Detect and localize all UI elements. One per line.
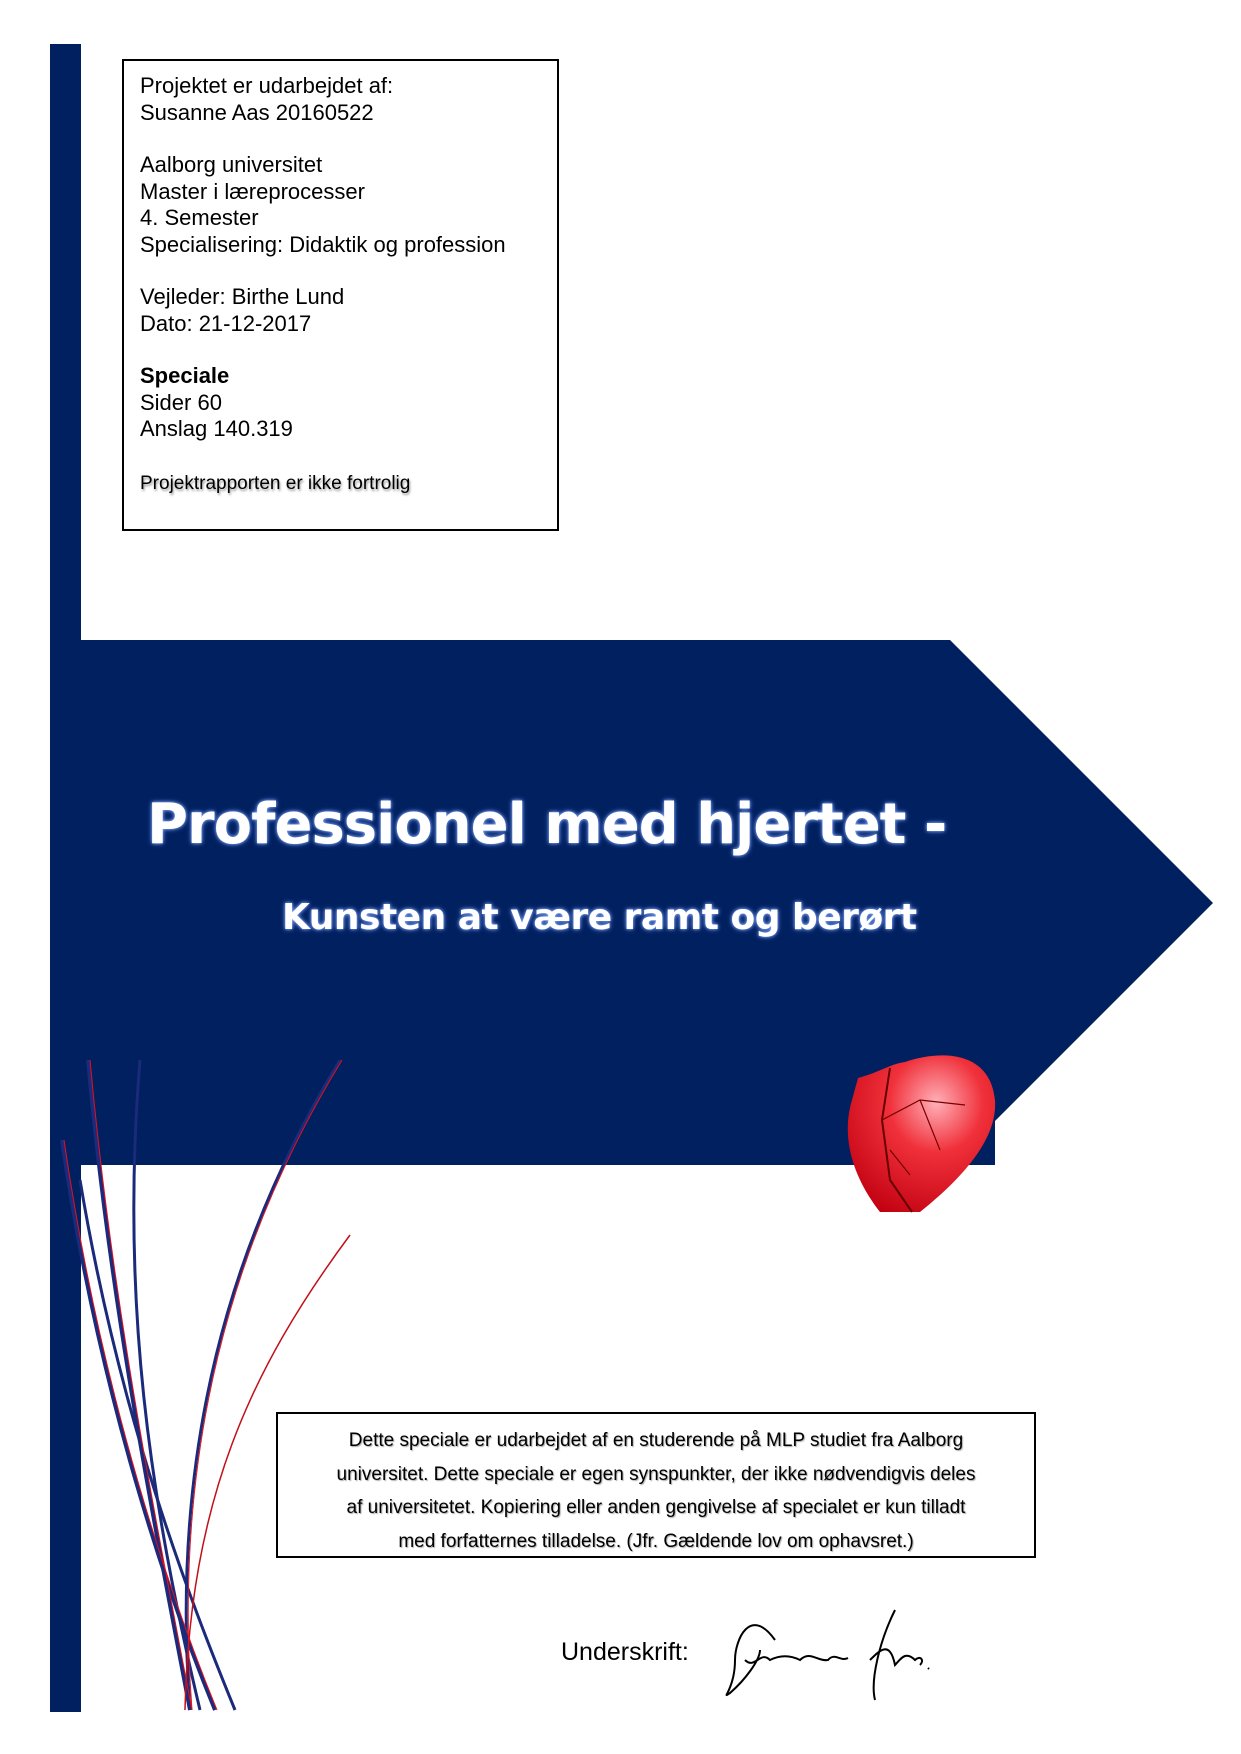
broken-heart-icon <box>848 1055 995 1212</box>
copyright-notice-box <box>276 1412 1036 1558</box>
project-info-box <box>122 59 559 531</box>
confidentiality-line: Projektrapporten er ikke fortrolig <box>140 472 411 494</box>
signature-label: Underskrift: <box>561 1638 689 1666</box>
notice-line: Dette speciale er udarbejdet af en studerende på MLP studiet fra Aalborg <box>348 1430 964 1451</box>
notice-line: med forfatternes tilladelse. (Jfr. Gældende lov om ophavsret.) <box>398 1530 914 1552</box>
notice-line: universitet. Dette speciale er egen synspunkter, der ikke nødvendigvis deles <box>336 1463 976 1485</box>
notice-line: af universitetet. Kopiering eller anden gengivelse af specialet er kun tilladt <box>346 1497 966 1518</box>
supervisor-line: Vejleder: Birthe Lund <box>140 284 345 309</box>
page-title: Professionel med hjertet - <box>147 792 947 857</box>
author-line: Susanne Aas 20160522 <box>140 99 374 125</box>
thesis-label: Speciale <box>140 363 230 388</box>
program-line: Master i læreprocesser <box>140 178 365 204</box>
page-subtitle: Kunsten at være ramt og berørt <box>282 897 917 938</box>
info-line: Projektet er udarbejdet af: <box>140 73 394 98</box>
pages-line: Sider 60 <box>140 389 222 415</box>
date-line: Dato: 21-12-2017 <box>140 310 312 336</box>
semester-line: 4. Semester <box>140 205 259 230</box>
specialization-line: Specialisering: Didaktik og profession <box>140 231 506 257</box>
characters-line: Anslag 140.319 <box>140 416 293 441</box>
university-line: Aalborg universitet <box>140 152 323 177</box>
